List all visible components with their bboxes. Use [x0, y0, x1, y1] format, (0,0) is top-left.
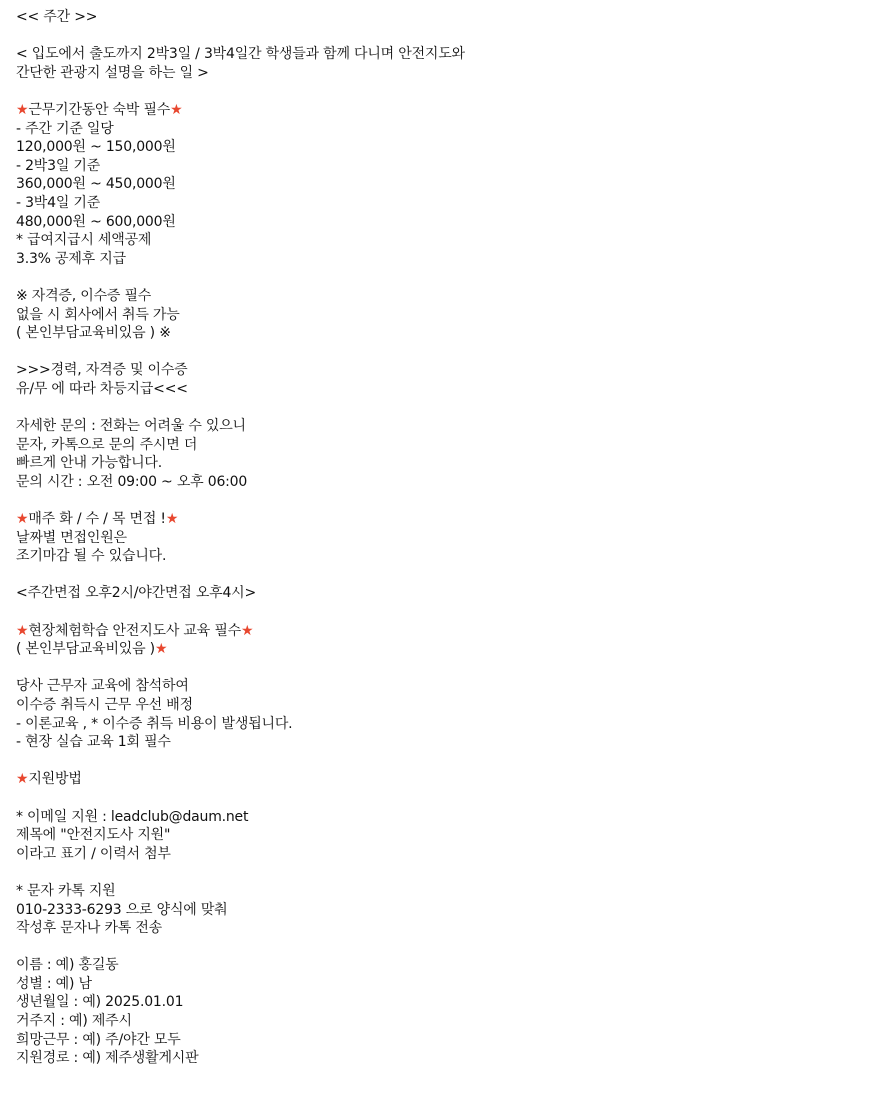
star-icon: ★: [16, 511, 29, 528]
pay-line: 120,000원 ~ 150,000원: [16, 139, 176, 156]
interview-times: <주간면접 오후2시/야간면접 오후4시>: [16, 585, 257, 602]
apply-email-line: 제목에 "안전지도사 지원": [16, 827, 171, 844]
form-line-birthdate: 생년월일 : 예) 2025.01.01: [16, 994, 184, 1011]
interview-heading: [16, 510, 866, 529]
training-heading-text: 현장체험학습 안전지도사 교육 필수: [28, 622, 241, 639]
interview-line: 조기마감 될 수 있습니다.: [16, 548, 167, 565]
star-icon: ★: [165, 511, 179, 528]
pay-differential-line: 유/무 에 따라 차등지급<<<: [16, 380, 188, 397]
training-subline-text: ( 본인부담교육비있음 ): [16, 641, 155, 658]
training-heading: [16, 622, 866, 641]
pay-line: * 급여지급시 세액공제: [16, 232, 152, 249]
spacer: [16, 343, 866, 362]
apply-sms-line: 작성후 문자나 카톡 전송: [16, 920, 162, 937]
pay-line: 3.3% 공제후 지급: [16, 250, 126, 267]
star-icon: ★: [16, 622, 29, 639]
spacer: [16, 82, 866, 101]
pay-heading-text: 근무기간동안 숙박 필수: [28, 101, 171, 118]
job-posting-document: [16, 8, 866, 1068]
training-detail-line: - 이론교육 , * 이수증 취득 비용이 발생됩니다.: [16, 715, 293, 732]
training-detail-line: 이수증 취득시 근무 우선 배정: [16, 696, 193, 713]
pay-section-heading: [16, 101, 866, 120]
spacer: [16, 659, 866, 678]
apply-email-line: 이라고 표기 / 이력서 첨부: [16, 845, 171, 862]
pay-line: - 2박3일 기준: [16, 157, 101, 174]
pay-differential-line: >>>경력, 자격증 및 이수증: [16, 362, 188, 379]
star-icon: ★: [170, 101, 183, 118]
pay-line: 360,000원 ~ 450,000원: [16, 176, 176, 193]
apply-heading-text: 지원방법: [28, 771, 82, 788]
spacer: [16, 566, 866, 585]
spacer: [16, 27, 866, 46]
pay-line: - 3박4일 기준: [16, 194, 101, 211]
training-detail-line: - 현장 실습 교육 1회 필수: [16, 734, 171, 751]
interview-line: 날짜별 면접인원은: [16, 529, 127, 546]
certificate-note-line: ( 본인부담교육비있음 ) ※: [16, 325, 171, 342]
certificate-note-line: 없을 시 회사에서 취득 가능: [16, 306, 180, 323]
job-description-line: 간단한 관광지 설명을 하는 일 >: [16, 64, 209, 81]
apply-sms-line: 010-2333-6293 으로 양식에 맞춰: [16, 901, 228, 918]
interview-heading-text: 매주 화 / 수 / 목 면접 !: [28, 511, 166, 528]
contact-note-line: 빠르게 안내 가능합니다.: [16, 455, 162, 472]
spacer: [16, 603, 866, 622]
star-icon: ★: [154, 641, 168, 658]
training-detail-line: 당사 근무자 교육에 참석하여: [16, 678, 189, 695]
spacer: [16, 752, 866, 771]
star-icon: ★: [240, 622, 254, 639]
form-line-source: 지원경로 : 예) 제주생활게시판: [16, 1050, 199, 1067]
contact-note-line: 문자, 카톡으로 문의 주시면 더: [16, 436, 198, 453]
spacer: [16, 491, 866, 510]
training-subline: [16, 640, 866, 659]
spacer: [16, 789, 866, 808]
pay-line: - 주간 기준 일당: [16, 120, 114, 137]
form-line-residence: 거주지 : 예) 제주시: [16, 1013, 132, 1030]
apply-heading: [16, 770, 866, 789]
pay-line: 480,000원 ~ 600,000원: [16, 213, 176, 230]
form-line-gender: 성별 : 예) 남: [16, 975, 92, 992]
contact-hours: 문의 시간 : 오전 09:00 ~ 오후 06:00: [16, 473, 248, 490]
form-line-name: 이름 : 예) 홍길동: [16, 957, 119, 974]
header-title: << 주간 >>: [16, 9, 98, 25]
apply-email-line: * 이메일 지원 : leadclub@daum.net: [16, 808, 249, 825]
spacer: [16, 268, 866, 287]
spacer: [16, 398, 866, 417]
spacer: [16, 863, 866, 882]
apply-sms-line: * 문자 카톡 지원: [16, 882, 116, 899]
star-icon: ★: [16, 771, 29, 788]
contact-note-line: 자세한 문의 : 전화는 어려울 수 있으니: [16, 418, 246, 435]
spacer: [16, 938, 866, 957]
job-description-line: < 입도에서 출도까지 2박3일 / 3박4일간 학생들과 함께 다니며 안전지도와: [16, 46, 465, 63]
certificate-note-line: ※ 자격증, 이수증 필수: [16, 287, 152, 304]
form-line-preferred-shift: 희망근무 : 예) 주/야간 모두: [16, 1031, 181, 1048]
star-icon: ★: [16, 101, 29, 118]
